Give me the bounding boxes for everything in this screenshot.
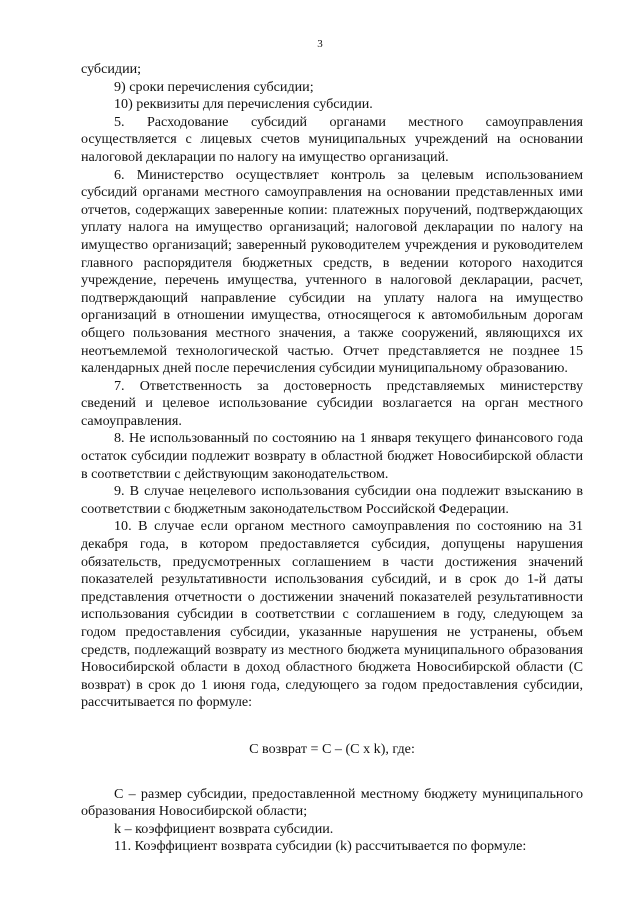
paragraph: 9. В случае нецелевого использования субсидии она подлежит взысканию в соответствии с бюджетным законодательством Российской Федерации.	[81, 483, 583, 517]
paragraph: 8. Не использованный по состоянию на 1 января текущего финансового года остаток субсидии подлежит возврату в областной бюджет Новосибирской области в соответствии с действующим законодательством.	[81, 430, 583, 482]
paragraph: 10) реквизиты для перечисления субсидии.	[114, 96, 373, 113]
document-body	[81, 61, 583, 856]
paragraph: 9) сроки перечисления субсидии;	[114, 78, 314, 95]
paragraph: субсидии;	[81, 61, 142, 77]
paragraph: 5. Расходование субсидий органами местного самоуправления осуществляется с лицевых счетов муниципальных учреждений на основании налоговой декларации по налогу на имущество организаций.	[81, 113, 583, 165]
definition: С – размер субсидии, предоставленной местному бюджету муниципального образования Новосибирской области;	[81, 785, 583, 820]
page-number: 3	[317, 38, 323, 50]
paragraph: 7. Ответственность за достоверность представляемых министерству сведений и целевое использование субсидии возлагается на орган местного самоуправления.	[81, 377, 583, 429]
formula: С возврат = С – (С х k), где:	[249, 740, 415, 757]
paragraph: 6. Министерство осуществляет контроль за целевым использованием субсидий органами местного самоуправления на основании представленных ими отчетов, содержащих заверенные копии: платежных поручений, подтверждающих уплату налога на имущество организаций; налоговой декларации по налогу на имущество организаций; заверенный руководителем учреждения и руководителем главного распорядителя бюджетных средств, в ведении которого находится учреждение, перечень имущества, учтенного в налоговой декларации, расчет, подтверждающий направление субсидии на уплату налога на имущество организаций в отношении имущества, относящегося к автомобильным дорогам общего пользования местного значения, а также сооружений, являющихся их неотъемлемой технологической частью. Отчет представляется не позднее 15 календарных дней после перечисления субсидии муниципальному образованию.	[81, 166, 583, 377]
definition: k – коэффициент возврата субсидии.	[114, 820, 334, 837]
paragraph: 11. Коэффициент возврата субсидии (k) рассчитывается по формуле:	[114, 838, 527, 855]
paragraph: 10. В случае если органом местного самоуправления по состоянию на 31 декабря года, в котором предоставляется субсидия, допущены нарушения обязательств, предусмотренных соглашением в части достижения значений показателей результативности использования субсидий, и в срок до 1-й даты представления отчетности о достижении значений показателей результативности использования субсидии в соответствии с соглашением в году, следующем за годом предоставления субсидии, указанные нарушения не устранены, объем средств, подлежащий возврату из местного бюджета муниципального образования Новосибирской области в доход областного бюджета Новосибирской области (С возврат) в срок до 1 июня года, следующего за годом предоставления субсидии, рассчитывается по формуле:	[81, 518, 583, 711]
